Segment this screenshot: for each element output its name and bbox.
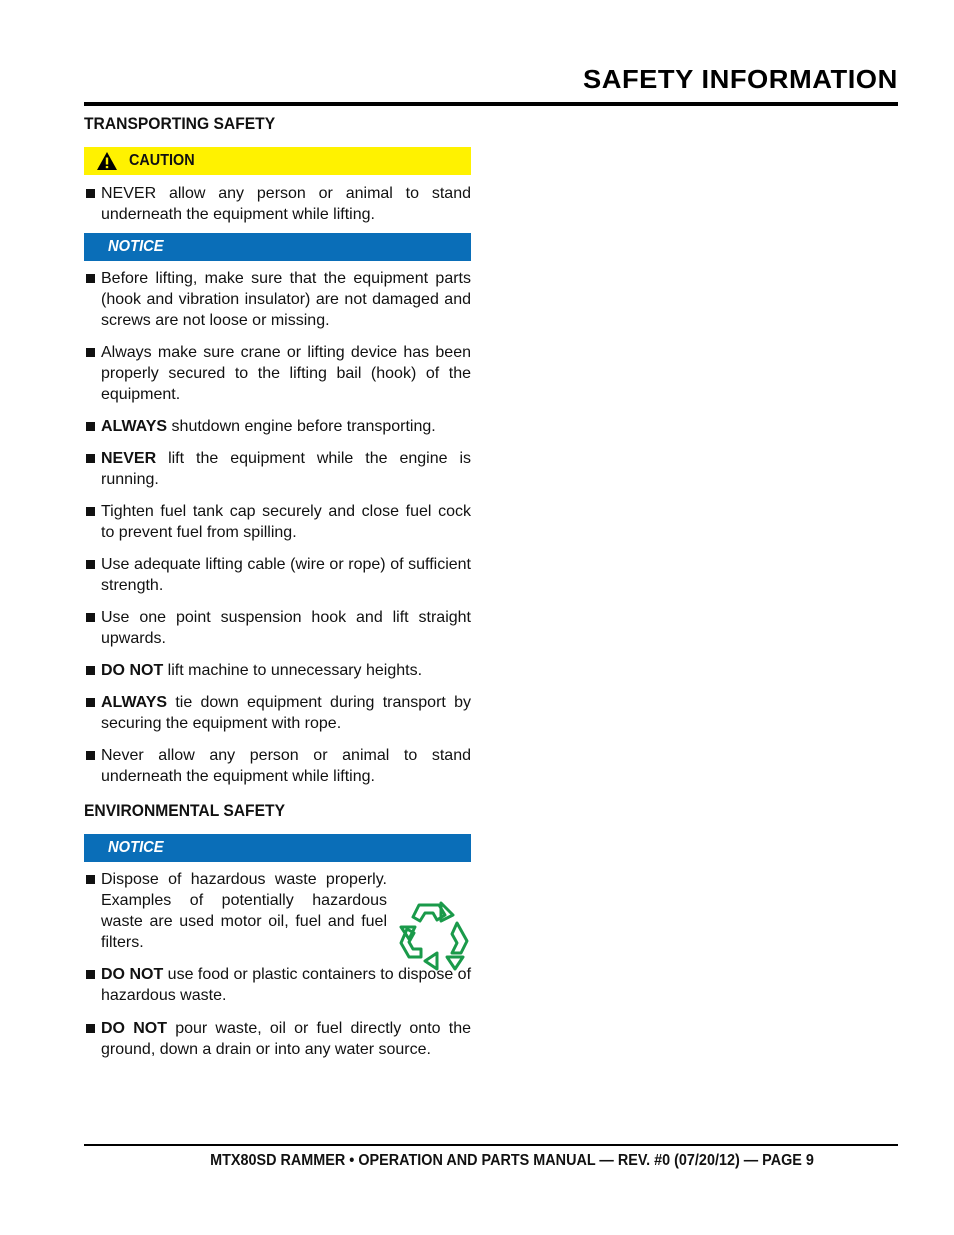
item-text: pour waste, oil or fuel directly onto the ground, down a drain or into any water source. [101, 1020, 472, 1058]
list-item [84, 183, 471, 225]
list-item [84, 1018, 471, 1060]
notice-label: NOTICE [108, 839, 164, 856]
item-text: tie down equipment during transport by securing the equipment with rope. [101, 694, 471, 732]
list-item [84, 501, 471, 543]
item-text: Dispose of hazardous waste properly. Examples of potentially hazardous waste are used motor oil, fuel and fuel filters. [101, 871, 387, 951]
page-title: SAFETY INFORMATION [583, 64, 898, 94]
item-text: Use adequate lifting cable (wire or rope) of sufficient strength. [101, 556, 471, 594]
environmental-list [84, 869, 471, 1060]
item-text: use food or plastic containers to dispose of hazardous waste. [101, 966, 472, 1004]
item-emphasis: DO NOT [101, 662, 164, 679]
list-item [84, 607, 471, 649]
footer-rule [84, 1144, 898, 1146]
item-emphasis: DO NOT [101, 1020, 167, 1037]
list-item [84, 692, 471, 734]
item-text: Tighten fuel tank cap securely and close fuel cock to prevent fuel from spilling. [101, 503, 471, 541]
item-text: shutdown engine before transporting. [167, 418, 436, 435]
notice-banner [84, 834, 471, 862]
item-text: NEVER allow any person or animal to stand underneath the equipment while lifting. [101, 185, 471, 223]
item-emphasis: ALWAYS [101, 418, 168, 435]
transporting-safety-title: TRANSPORTING SAFETY [84, 114, 276, 133]
notice-label: NOTICE [108, 238, 164, 255]
caution-label: CAUTION [129, 152, 195, 169]
main-column [84, 112, 471, 1060]
item-text: Never allow any person or animal to stand underneath the equipment while lifting. [101, 747, 471, 785]
list-item [84, 660, 471, 681]
item-text: Always make sure crane or lifting device has been properly secured to the lifting bail (hook) of the equipment. [101, 344, 471, 403]
caution-banner [84, 147, 471, 175]
notice-banner [84, 233, 471, 261]
item-text: Use one point suspension hook and lift straight upwards. [101, 609, 471, 647]
item-emphasis: ALWAYS [101, 694, 168, 711]
list-item [84, 342, 471, 405]
item-emphasis: DO NOT [101, 966, 164, 983]
list-item [84, 869, 471, 953]
list-item [84, 554, 471, 596]
list-item [84, 448, 471, 490]
page-header [84, 60, 898, 106]
item-text: Before lifting, make sure that the equipment parts (hook and vibration insulator) are not damaged and screws are not loose or missing. [101, 270, 471, 329]
list-item [84, 268, 471, 331]
list-item [84, 964, 471, 1006]
item-emphasis: NEVER [101, 450, 157, 467]
warning-triangle-icon [96, 151, 118, 171]
item-text: lift machine to unnecessary heights. [163, 662, 423, 679]
environmental-safety-title: ENVIRONMENTAL SAFETY [84, 801, 286, 820]
list-item [84, 745, 471, 787]
list-item [84, 416, 471, 437]
item-text: lift the equipment while the engine is running. [101, 450, 471, 488]
page-footer: MTX80SD RAMMER • OPERATION AND PARTS MANUAL — REV. #0 (07/20/12) — PAGE 9 [210, 1152, 814, 1169]
